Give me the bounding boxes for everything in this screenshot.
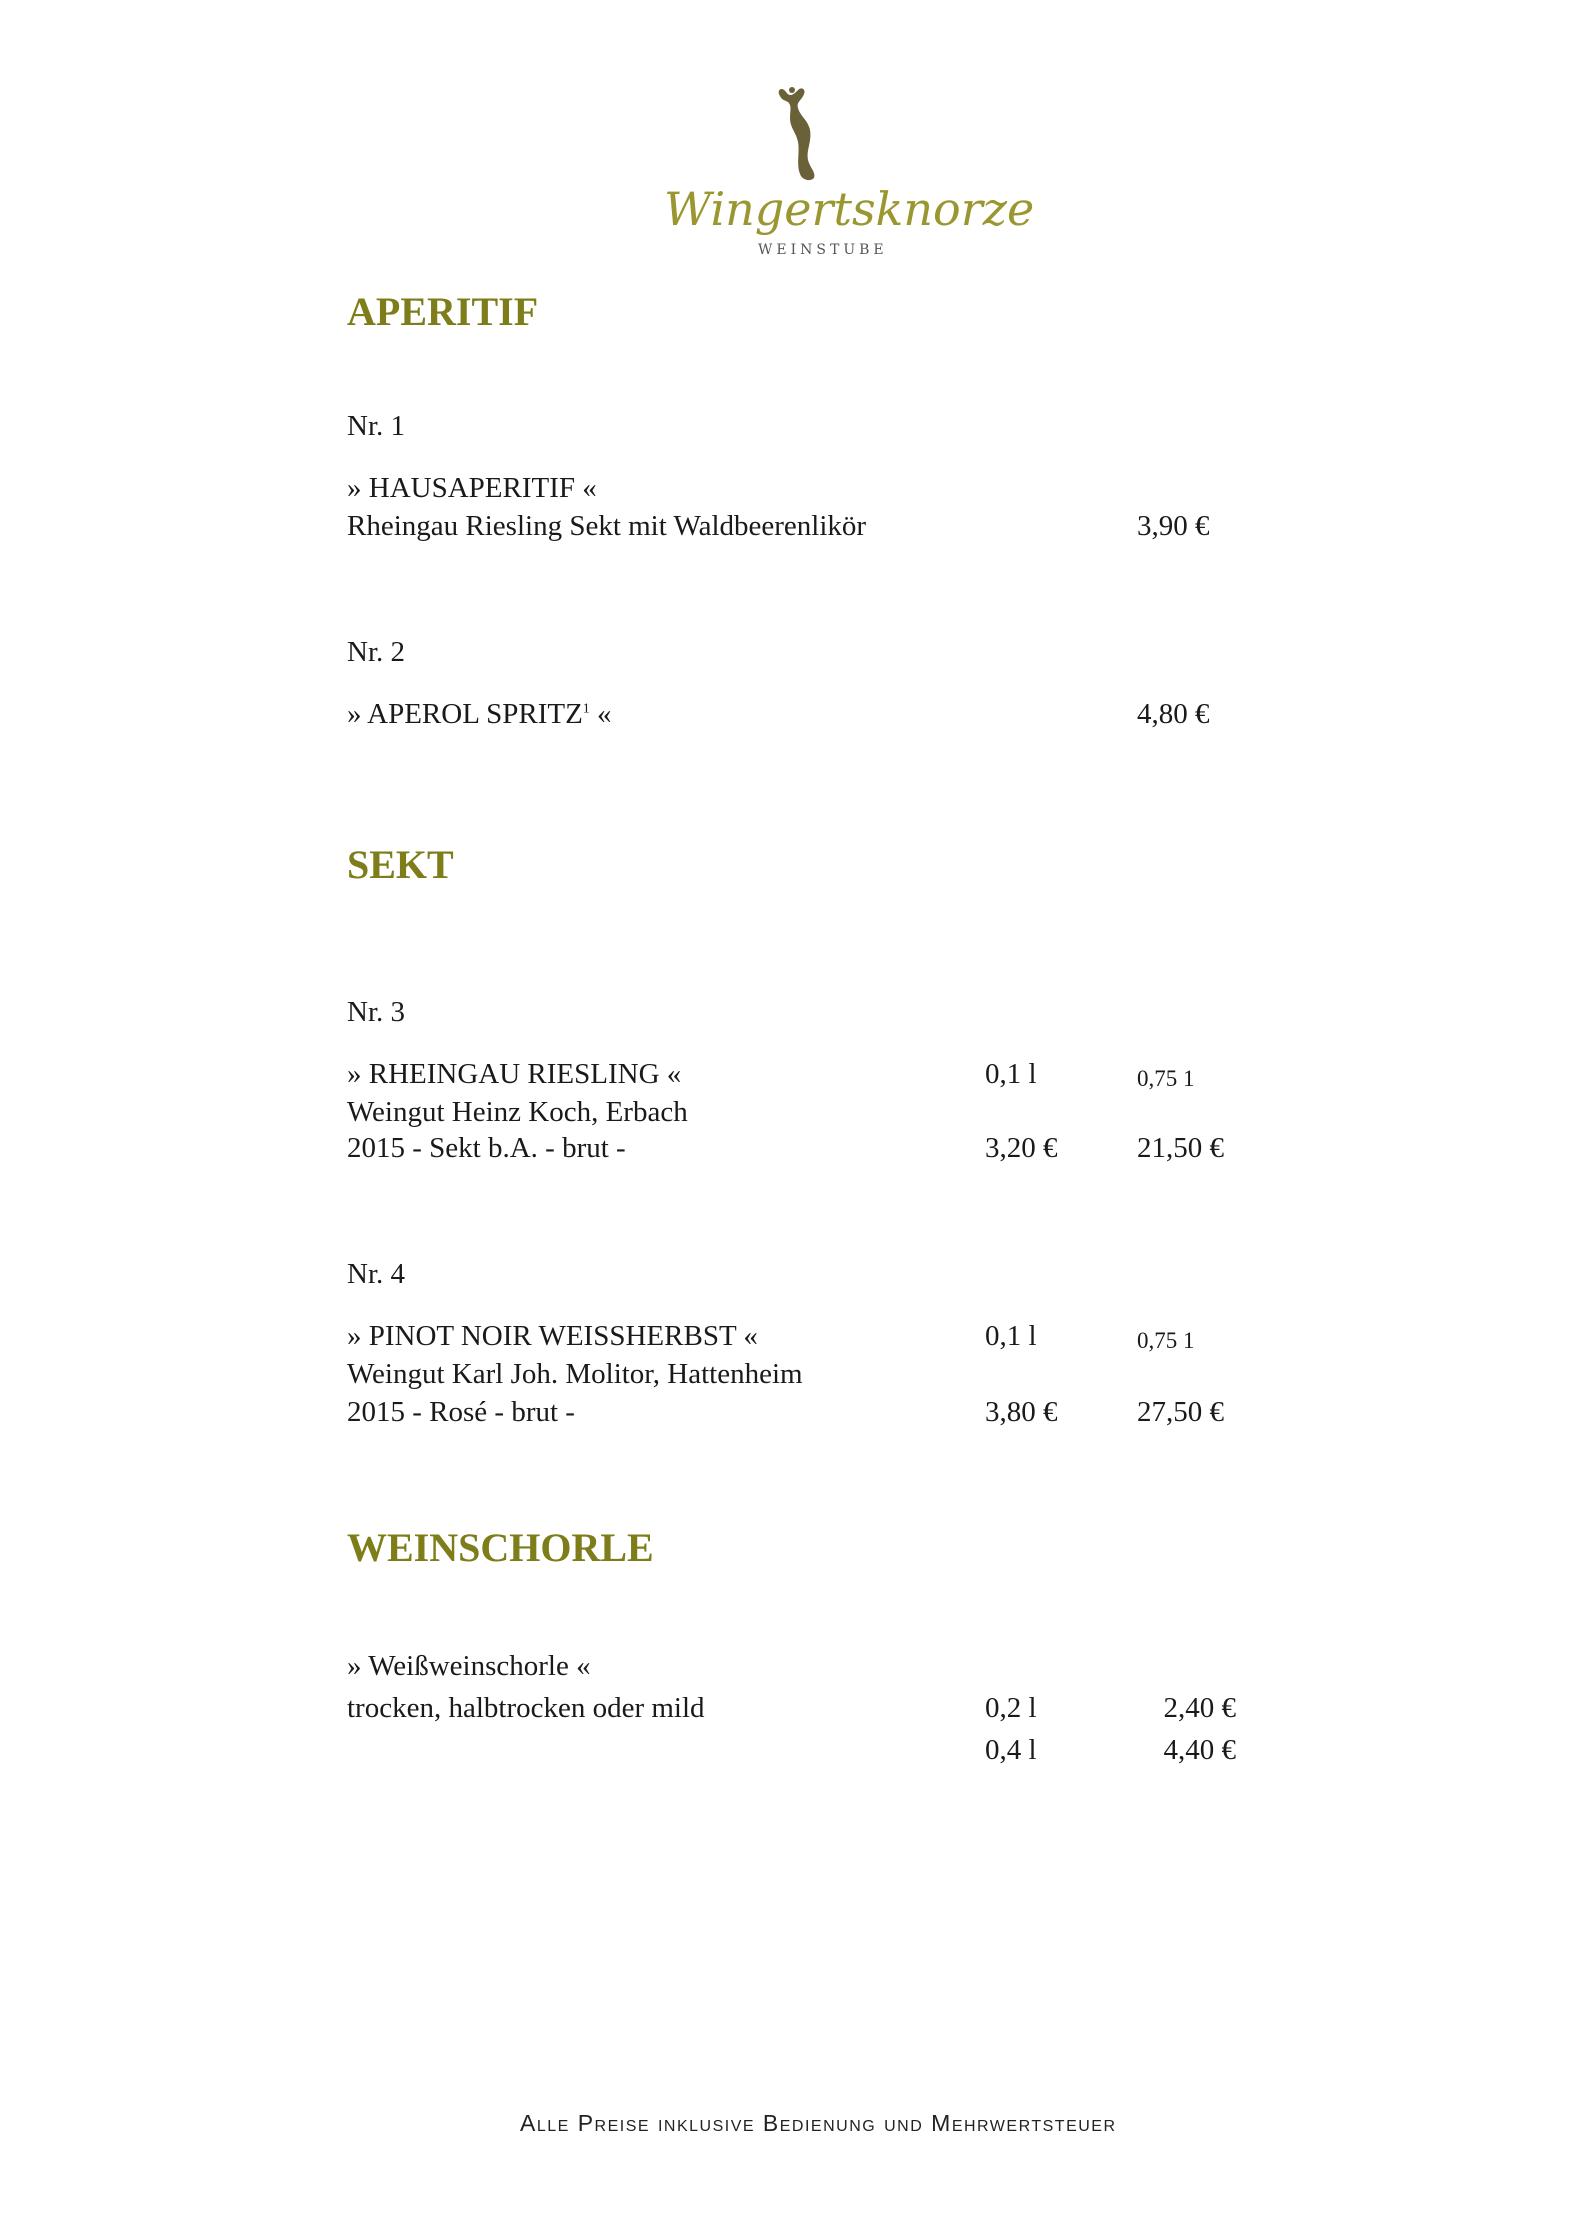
- logo-subtitle: WEINSTUBE: [758, 242, 888, 258]
- size-option: 0,4 l: [985, 1734, 1037, 1766]
- price-small: 3,20 €: [985, 1132, 1058, 1164]
- section-heading-weinschorle: WEINSCHORLE: [347, 1525, 654, 1570]
- item-description: trocken, halbtrocken oder mild: [347, 1692, 705, 1724]
- size-option: 0,2 l: [985, 1692, 1037, 1724]
- footer-note: Alle Preise inklusive Bedienung und Mehrwertsteuer: [520, 2110, 1117, 2136]
- size-large: 0,75 1: [1137, 1328, 1195, 1353]
- price-large: 21,50 €: [1137, 1132, 1224, 1164]
- item-number: Nr. 1: [347, 410, 405, 442]
- logo-script-text: Wingertsknorze: [664, 182, 1035, 236]
- item-producer: Weingut Heinz Koch, Erbach: [347, 1096, 688, 1128]
- size-small: 0,1 l: [985, 1320, 1037, 1352]
- item-price: 4,80 €: [1137, 698, 1210, 730]
- item-name: » RHEINGAU RIESLING «: [347, 1058, 682, 1090]
- item-price: 3,90 €: [1137, 510, 1210, 542]
- price-option: 2,40 €: [1163, 1692, 1236, 1724]
- section-heading-sekt: SEKT: [347, 842, 454, 887]
- size-large: 0,75 1: [1137, 1066, 1195, 1091]
- logo: [640, 86, 1035, 266]
- item-name: » Weißweinschorle «: [347, 1650, 591, 1682]
- logo-figure-icon: [772, 86, 832, 182]
- item-name: » APEROL SPRITZ$^1$ «: [347, 698, 612, 730]
- item-detail: 2015 - Sekt b.A. - brut -: [347, 1132, 626, 1164]
- item-description: Rheingau Riesling Sekt mit Waldbeerenlikör: [347, 510, 867, 542]
- section-heading-aperitif: APERITIF: [347, 289, 539, 334]
- price-small: 3,80 €: [985, 1396, 1058, 1428]
- item-detail: 2015 - Rosé - brut -: [347, 1396, 575, 1428]
- item-number: Nr. 3: [347, 996, 405, 1028]
- item-number: Nr. 4: [347, 1258, 405, 1290]
- item-number: Nr. 2: [347, 636, 405, 668]
- item-name: » HAUSAPERITIF «: [347, 472, 597, 504]
- size-small: 0,1 l: [985, 1058, 1037, 1090]
- item-producer: Weingut Karl Joh. Molitor, Hattenheim: [347, 1358, 803, 1390]
- price-option: 4,40 €: [1163, 1734, 1236, 1766]
- price-large: 27,50 €: [1137, 1396, 1224, 1428]
- item-name: » PINOT NOIR WEISSHERBST «: [347, 1320, 758, 1352]
- footnote-marker: 1: [582, 701, 590, 717]
